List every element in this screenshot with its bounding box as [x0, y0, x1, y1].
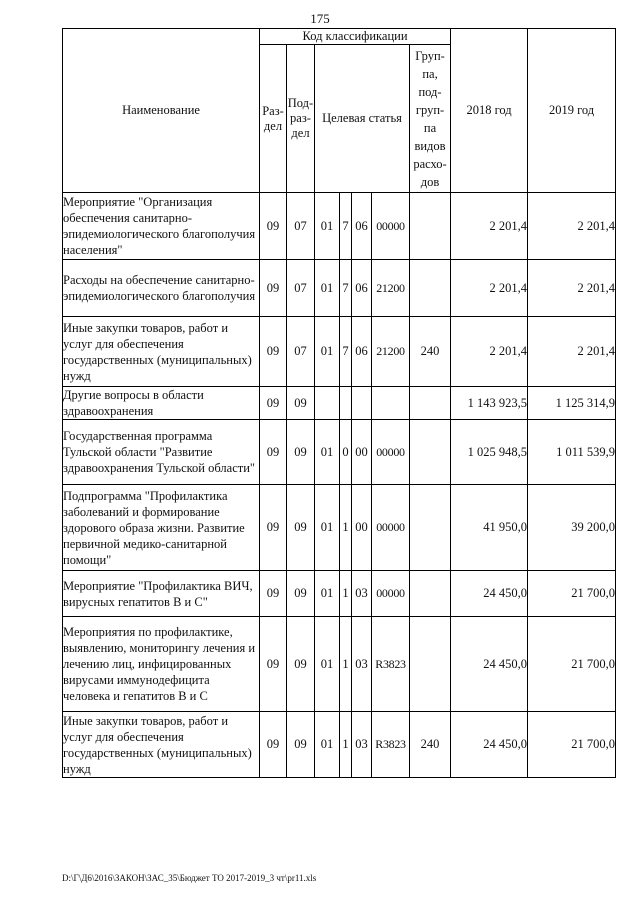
row-amount-2019: 2 201,4	[528, 317, 616, 387]
row-program-code	[315, 387, 340, 420]
row-section: 09	[260, 420, 287, 485]
row-subsection: 09	[287, 420, 315, 485]
row-subprogram-code	[340, 387, 352, 420]
row-subsection: 07	[287, 317, 315, 387]
row-event-code: 06	[352, 260, 372, 317]
row-event-code: 03	[352, 617, 372, 712]
page-number: 175	[310, 11, 330, 26]
row-program-code: 01	[315, 260, 340, 317]
header-section: Раз- дел	[260, 45, 287, 193]
footer-file-path: D:\Г\Д6\2016\ЗАКОН\ЗАС_35\Бюджет ТО 2017-2019_3 чт\pr11.xls	[62, 873, 317, 883]
row-direction-code: R3823	[372, 712, 410, 778]
row-subprogram-code: 1	[340, 485, 352, 571]
row-section: 09	[260, 317, 287, 387]
row-direction-code: 00000	[372, 420, 410, 485]
row-event-code: 03	[352, 712, 372, 778]
row-event-code: 06	[352, 317, 372, 387]
header-target-article: Целевая статья	[315, 45, 410, 193]
row-event-code: 06	[352, 193, 372, 260]
header-2018: 2018 год	[451, 29, 528, 193]
header-expense-group: Груп- па, под- груп- па видов расхо- дов	[410, 45, 451, 193]
row-amount-2018: 2 201,4	[451, 317, 528, 387]
budget-table	[62, 28, 616, 778]
row-subprogram-code: 7	[340, 317, 352, 387]
row-subprogram-code: 1	[340, 712, 352, 778]
row-amount-2018: 24 450,0	[451, 617, 528, 712]
row-expense-type: 240	[410, 317, 451, 387]
row-name: Подпрограмма "Профилактика заболеваний и формирование здорового образа жизни. Развитие первичной медико-санитарной помощи"	[63, 485, 260, 571]
row-expense-type	[410, 193, 451, 260]
row-subprogram-code: 0	[340, 420, 352, 485]
row-program-code: 01	[315, 712, 340, 778]
row-amount-2019: 1 125 314,9	[528, 387, 616, 420]
row-subsection: 09	[287, 485, 315, 571]
row-name: Мероприятия по профилактике, выявлению, мониторингу лечения и лечению лиц, инфицированных вирусами иммунодефицита человека и гепатитов В и С	[63, 617, 260, 712]
table-row	[63, 617, 616, 712]
row-expense-type	[410, 387, 451, 420]
table-row	[63, 193, 616, 260]
row-amount-2018: 2 201,4	[451, 260, 528, 317]
header-name: Наименование	[63, 29, 260, 193]
table-row	[63, 571, 616, 617]
row-section: 09	[260, 387, 287, 420]
row-amount-2019: 39 200,0	[528, 485, 616, 571]
row-direction-code	[372, 387, 410, 420]
row-amount-2018: 41 950,0	[451, 485, 528, 571]
row-amount-2018: 1 143 923,5	[451, 387, 528, 420]
row-subprogram-code: 7	[340, 193, 352, 260]
row-expense-type	[410, 571, 451, 617]
row-name: Мероприятие "Организация обеспечения санитарно-эпидемиологического благополучия населения"	[63, 193, 260, 260]
row-program-code: 01	[315, 420, 340, 485]
row-subsection: 09	[287, 712, 315, 778]
table-row	[63, 485, 616, 571]
row-amount-2019: 1 011 539,9	[528, 420, 616, 485]
row-event-code: 00	[352, 485, 372, 571]
header-code: Код классификации	[260, 29, 451, 45]
row-expense-type	[410, 420, 451, 485]
row-section: 09	[260, 260, 287, 317]
row-name: Мероприятие "Профилактика ВИЧ, вирусных гепатитов В и С"	[63, 571, 260, 617]
row-direction-code: 00000	[372, 193, 410, 260]
row-expense-type: 240	[410, 712, 451, 778]
row-section: 09	[260, 712, 287, 778]
row-subprogram-code: 1	[340, 617, 352, 712]
row-program-code: 01	[315, 193, 340, 260]
header-2019: 2019 год	[528, 29, 616, 193]
row-amount-2018: 1 025 948,5	[451, 420, 528, 485]
row-amount-2019: 2 201,4	[528, 260, 616, 317]
row-section: 09	[260, 193, 287, 260]
row-amount-2018: 24 450,0	[451, 712, 528, 778]
table-row	[63, 712, 616, 778]
row-amount-2018: 2 201,4	[451, 193, 528, 260]
row-direction-code: R3823	[372, 617, 410, 712]
row-name: Государственная программа Тульской области "Развитие здравоохранения Тульской области"	[63, 420, 260, 485]
row-subsection: 07	[287, 260, 315, 317]
row-subsection: 07	[287, 193, 315, 260]
table-row	[63, 317, 616, 387]
row-section: 09	[260, 617, 287, 712]
table-row	[63, 420, 616, 485]
row-event-code: 00	[352, 420, 372, 485]
row-expense-type	[410, 260, 451, 317]
row-expense-type	[410, 617, 451, 712]
header-subsection: Под- раз- дел	[287, 45, 315, 193]
row-amount-2019: 2 201,4	[528, 193, 616, 260]
row-amount-2019: 21 700,0	[528, 712, 616, 778]
row-name: Иные закупки товаров, работ и услуг для обеспечения государственных (муниципальных) нужд	[63, 712, 260, 778]
row-amount-2019: 21 700,0	[528, 617, 616, 712]
row-expense-type	[410, 485, 451, 571]
row-program-code: 01	[315, 317, 340, 387]
row-subprogram-code: 1	[340, 571, 352, 617]
row-event-code	[352, 387, 372, 420]
row-subprogram-code: 7	[340, 260, 352, 317]
row-subsection: 09	[287, 387, 315, 420]
row-amount-2019: 21 700,0	[528, 571, 616, 617]
row-name: Иные закупки товаров, работ и услуг для обеспечения государственных (муниципальных) нужд	[63, 317, 260, 387]
row-section: 09	[260, 571, 287, 617]
row-direction-code: 21200	[372, 260, 410, 317]
row-subsection: 09	[287, 617, 315, 712]
table-row	[63, 260, 616, 317]
table-row	[63, 387, 616, 420]
row-amount-2018: 24 450,0	[451, 571, 528, 617]
row-direction-code: 00000	[372, 485, 410, 571]
row-name: Другие вопросы в области здравоохранения	[63, 387, 260, 420]
row-program-code: 01	[315, 485, 340, 571]
row-section: 09	[260, 485, 287, 571]
row-direction-code: 21200	[372, 317, 410, 387]
row-program-code: 01	[315, 617, 340, 712]
row-name: Расходы на обеспечение санитарно-эпидемиологического благополучия	[63, 260, 260, 317]
row-direction-code: 00000	[372, 571, 410, 617]
row-event-code: 03	[352, 571, 372, 617]
row-program-code: 01	[315, 571, 340, 617]
row-subsection: 09	[287, 571, 315, 617]
